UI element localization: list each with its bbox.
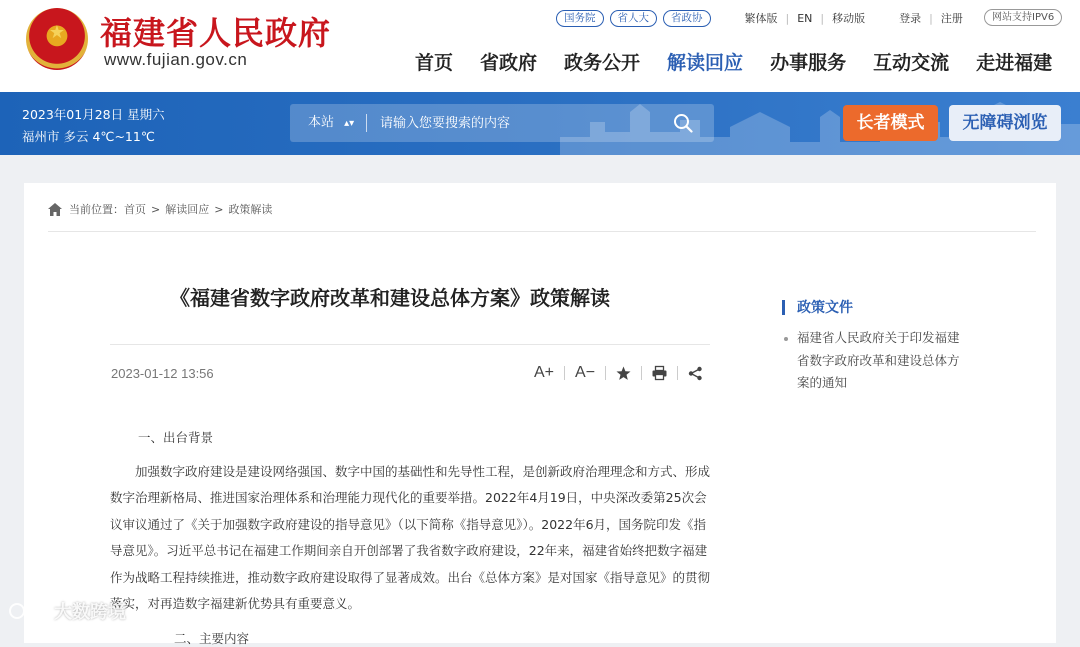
printer-icon <box>652 366 667 380</box>
sidebar-policy-link[interactable] <box>784 327 964 395</box>
breadcrumb-interpretation[interactable]: 解读回应 <box>165 203 210 216</box>
sidebar-policy-link-text[interactable]: 福建省人民政府关于印发福建省数字政府改革和建设总体方案的通知 <box>797 330 960 390</box>
link-english[interactable]: EN <box>797 11 813 25</box>
site-name[interactable]: 福建省人民政府 <box>100 14 332 52</box>
article-body-paragraph: 加强数字政府建设是建设网络强国、数字中国的基础性和先导性工程，是创新政府治理理念和方式、形成数字治理新格局、推进国家治理体系和治理能力现代化的重要举措。2022年4月19日，中央深改委第25次会议审议通过了《关于加强数字政府建设的指导意见》（以下简称《指导意见》）。2022年6月，国务院印发《指导意见》。习近平总书记在福建工作期间亲自开创部署了我省数字政府建设，22年来，福建省始终把数字福建作为战略工程持续推进，推动数字政府建设取得了显著成效。出台《总体方案》是对国家《指导意见》的贯彻落实，对再造数字福建新优势具有重要意义。 <box>110 464 711 612</box>
nav-government-affairs[interactable]: 政务公开 <box>564 52 641 74</box>
divider: | <box>785 11 790 25</box>
breadcrumb-policy-interpretation[interactable]: 政策解读 <box>228 203 273 216</box>
link-traditional-chinese[interactable]: 繁体版 <box>744 12 778 25</box>
breadcrumb-separator: > <box>214 202 224 216</box>
content-panel <box>24 183 1056 646</box>
sidebar-title-text: 政策文件 <box>797 300 853 316</box>
accessible-browsing-button[interactable]: 无障碍浏览 <box>949 105 1061 141</box>
weather-info: 福州市 多云 4℃~11℃ <box>22 129 155 144</box>
bullet-icon <box>784 337 788 341</box>
link-state-council[interactable]: 国务院 <box>556 10 604 27</box>
section-heading-background: 一、出台背景 <box>138 430 214 445</box>
nav-provincial-government[interactable]: 省政府 <box>480 52 538 74</box>
watermark <box>8 598 126 624</box>
font-increase-button[interactable]: A+ <box>534 364 555 381</box>
star-icon <box>616 366 631 381</box>
link-provincial-congress[interactable]: 省人大 <box>610 10 658 27</box>
search-scope-select[interactable] <box>308 104 354 142</box>
share-button[interactable] <box>678 366 713 381</box>
article-date: 2023-01-12 13:56 <box>111 366 214 381</box>
home-icon <box>48 203 62 216</box>
nav-home[interactable]: 首页 <box>415 52 454 74</box>
register-link[interactable]: 注册 <box>940 12 963 25</box>
national-emblem-icon[interactable]: ★ <box>26 8 88 70</box>
watermark-logo-icon <box>8 600 48 622</box>
section-heading-main-content: 二、主要内容 <box>174 631 250 646</box>
favorite-button[interactable] <box>606 366 641 381</box>
print-button[interactable] <box>642 366 677 380</box>
top-links <box>556 9 971 27</box>
elder-mode-button[interactable]: 长者模式 <box>843 105 938 141</box>
sidebar-title-accent <box>782 300 785 315</box>
current-date: 2023年01月28日 星期六 <box>22 107 165 122</box>
share-icon <box>688 366 703 381</box>
login-link[interactable]: 登录 <box>899 12 922 25</box>
divider: | <box>929 11 933 25</box>
site-url: www.fujian.gov.cn <box>104 50 248 69</box>
article-title: 《福建省数字政府改革和建设总体方案》政策解读 <box>170 286 610 310</box>
search-icon[interactable] <box>672 112 694 134</box>
nav-about-fujian[interactable]: 走进福建 <box>976 52 1053 74</box>
search-scope-label: 本站 <box>308 115 335 130</box>
sidebar-title <box>782 297 853 317</box>
nav-interpretation[interactable]: 解读回应 <box>667 52 744 74</box>
link-mobile[interactable]: 移动版 <box>832 12 866 25</box>
nav-services[interactable]: 办事服务 <box>770 52 847 74</box>
search-input[interactable] <box>380 113 660 133</box>
main-nav <box>415 48 1052 75</box>
site-header <box>0 0 1080 92</box>
divider <box>366 114 367 132</box>
divider: | <box>820 11 825 25</box>
watermark-text: 大数跨境 <box>54 602 126 623</box>
ipv6-badge: 网站支持IPV6 <box>984 9 1062 26</box>
link-provincial-cppcc[interactable]: 省政协 <box>663 10 711 27</box>
font-decrease-button[interactable]: A− <box>575 364 596 381</box>
breadcrumb-prefix: 当前位置： <box>69 203 124 216</box>
nav-interaction[interactable]: 互动交流 <box>873 52 950 74</box>
sort-arrows-icon: ▴▾ <box>344 118 355 129</box>
search-box <box>290 104 714 142</box>
breadcrumb <box>48 201 272 217</box>
divider <box>110 344 710 345</box>
article-toolbar <box>524 361 713 385</box>
divider <box>48 231 1036 232</box>
breadcrumb-home[interactable]: 首页 <box>124 203 146 216</box>
breadcrumb-separator: > <box>151 202 161 216</box>
